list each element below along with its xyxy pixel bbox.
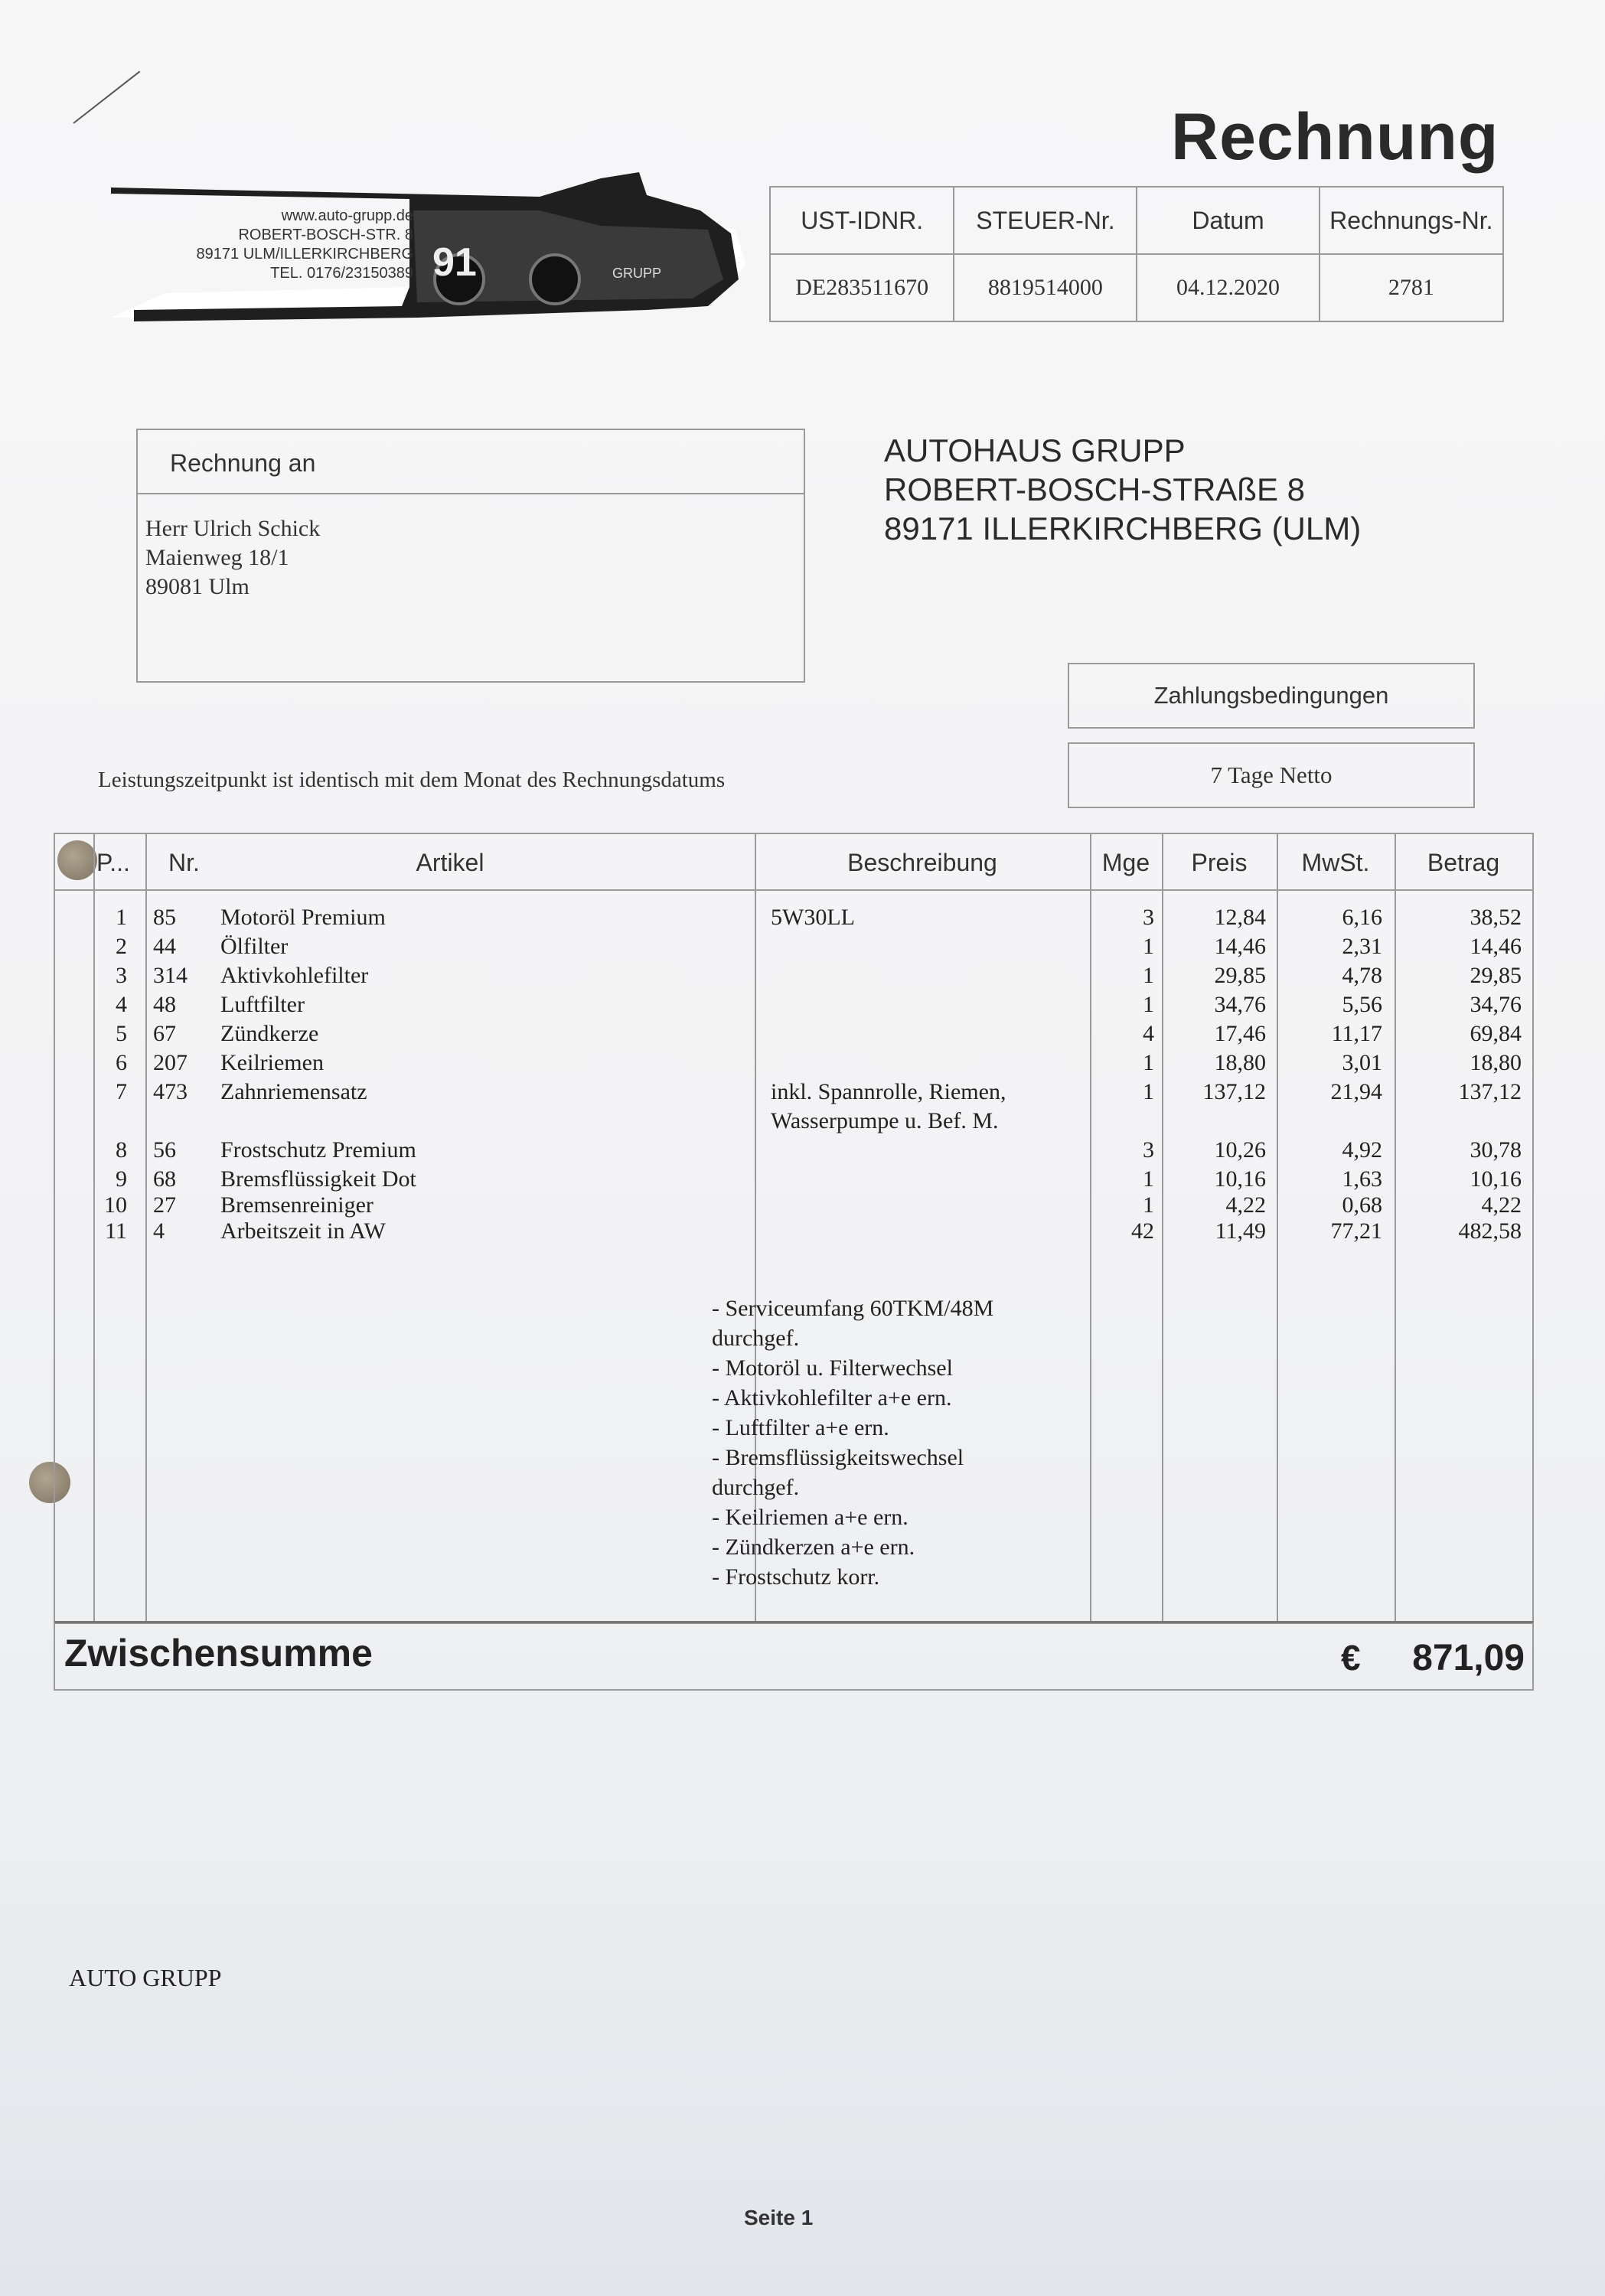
table-row bbox=[55, 963, 1532, 992]
cell-beschreibung: inkl. Spannrolle, Riemen, bbox=[771, 1079, 1006, 1104]
cell-mge: 1 bbox=[1143, 1050, 1154, 1075]
sender-street: ROBERT-BOSCH-STRAßE 8 bbox=[884, 471, 1305, 507]
table-row bbox=[55, 905, 1532, 934]
sender-city: 89171 ILLERKIRCHBERG (ULM) bbox=[884, 510, 1362, 546]
cell-mwst: 4,92 bbox=[1342, 1137, 1382, 1163]
cell-beschreibung: 5W30LL bbox=[771, 905, 855, 930]
header-label-steuer-nr: STEUER-Nr. bbox=[954, 187, 1137, 254]
cell-mwst: 3,01 bbox=[1342, 1050, 1382, 1075]
pen-mark bbox=[73, 70, 140, 123]
table-row bbox=[55, 1021, 1532, 1050]
cell-preis: 4,22 bbox=[1225, 1192, 1266, 1218]
cell-mge: 3 bbox=[1143, 1137, 1154, 1163]
recipient-heading: Rechnung an bbox=[138, 430, 804, 494]
cell-nr: 48 bbox=[153, 992, 176, 1017]
header-label-datum: Datum bbox=[1137, 187, 1319, 254]
service-line: durchgef. bbox=[712, 1475, 800, 1500]
service-line: durchgef. bbox=[712, 1326, 800, 1351]
sender-address bbox=[884, 431, 1361, 548]
cell-pos: 1 bbox=[116, 905, 127, 930]
cell-artikel: Bremsenreiniger bbox=[220, 1192, 374, 1218]
cell-nr: 207 bbox=[153, 1050, 188, 1075]
invoice-title: Rechnung bbox=[1171, 100, 1499, 174]
cell-pos: 10 bbox=[104, 1192, 127, 1218]
cell-artikel: Zündkerze bbox=[220, 1021, 319, 1046]
cell-betrag: 4,22 bbox=[1481, 1192, 1522, 1218]
cell-pos: 3 bbox=[116, 963, 127, 988]
service-line: - Serviceumfang 60TKM/48M bbox=[712, 1296, 994, 1321]
cell-nr: 85 bbox=[153, 905, 176, 930]
header-value-datum: 04.12.2020 bbox=[1137, 254, 1319, 321]
cell-pos: 2 bbox=[116, 934, 127, 959]
cell-preis: 34,76 bbox=[1214, 992, 1266, 1017]
cell-pos: 8 bbox=[116, 1137, 127, 1163]
cell-mwst: 77,21 bbox=[1330, 1218, 1382, 1244]
subtotal-row bbox=[54, 1621, 1534, 1691]
cell-mwst: 4,78 bbox=[1342, 963, 1382, 988]
logo-line: ROBERT-BOSCH-STR. 8 bbox=[238, 227, 413, 243]
cell-mge: 1 bbox=[1143, 1166, 1154, 1192]
payment-terms-value: 7 Tage Netto bbox=[1068, 742, 1475, 808]
header-menge: Mge bbox=[1101, 849, 1150, 876]
cell-betrag: 38,52 bbox=[1470, 905, 1522, 930]
header-value-rechnungs-nr: 2781 bbox=[1320, 254, 1503, 321]
recipient-box bbox=[136, 429, 805, 683]
cell-betrag: 482,58 bbox=[1458, 1218, 1522, 1244]
cell-pos: 6 bbox=[116, 1050, 127, 1075]
table-row bbox=[55, 1166, 1532, 1195]
cell-betrag: 14,46 bbox=[1470, 934, 1522, 959]
cell-preis: 17,46 bbox=[1214, 1021, 1266, 1046]
cell-nr: 314 bbox=[153, 963, 188, 988]
table-row bbox=[55, 1050, 1532, 1079]
recipient-city: 89081 Ulm bbox=[145, 574, 250, 599]
service-description bbox=[712, 1293, 993, 1592]
cell-mge: 1 bbox=[1143, 1192, 1154, 1218]
cell-nr: 56 bbox=[153, 1137, 176, 1163]
table-row bbox=[55, 992, 1532, 1021]
cell-mwst: 1,63 bbox=[1342, 1166, 1382, 1192]
header-preis: Preis bbox=[1191, 849, 1248, 876]
cell-beschreibung-cont: Wasserpumpe u. Bef. M. bbox=[771, 1108, 999, 1133]
service-date-note: Leistungszeitpunkt ist identisch mit dem Monat des Rechnungsdatums bbox=[98, 768, 726, 792]
cell-artikel: Bremsflüssigkeit Dot bbox=[220, 1166, 416, 1192]
cell-preis: 18,80 bbox=[1214, 1050, 1266, 1075]
table-header-row bbox=[55, 834, 1532, 891]
cell-pos: 5 bbox=[116, 1021, 127, 1046]
service-line: - Frostschutz korr. bbox=[712, 1564, 880, 1590]
cell-artikel: Frostschutz Premium bbox=[220, 1137, 416, 1163]
footer-company: AUTO GRUPP bbox=[69, 1964, 222, 1991]
cell-nr: 473 bbox=[153, 1079, 188, 1104]
cell-pos: 4 bbox=[116, 992, 127, 1017]
table-row bbox=[55, 934, 1532, 963]
service-line: - Bremsflüssigkeitswechsel bbox=[712, 1445, 964, 1470]
header-mwst: MwSt. bbox=[1301, 849, 1370, 876]
table-row bbox=[55, 1079, 1532, 1133]
cell-mge: 1 bbox=[1143, 992, 1154, 1017]
cell-mwst: 0,68 bbox=[1342, 1192, 1382, 1218]
recipient-street: Maienweg 18/1 bbox=[145, 545, 289, 570]
cell-mwst: 2,31 bbox=[1342, 934, 1382, 959]
cell-mge: 1 bbox=[1143, 934, 1154, 959]
header-beschreibung: Beschreibung bbox=[847, 849, 997, 876]
cell-preis: 10,16 bbox=[1214, 1166, 1266, 1192]
header-value-steuer-nr: 8819514000 bbox=[954, 254, 1137, 321]
header-value-ust-idnr: DE283511670 bbox=[770, 254, 954, 321]
subtotal-value: 871,09 bbox=[1412, 1638, 1525, 1678]
logo-line: www.auto-grupp.de bbox=[281, 207, 413, 224]
cell-mwst: 21,94 bbox=[1330, 1079, 1382, 1104]
cell-preis: 11,49 bbox=[1215, 1218, 1266, 1244]
service-line: - Motoröl u. Filterwechsel bbox=[712, 1355, 953, 1381]
cell-mge: 3 bbox=[1143, 905, 1154, 930]
table-row bbox=[55, 1137, 1532, 1166]
header-betrag: Betrag bbox=[1427, 849, 1500, 876]
cell-nr: 27 bbox=[153, 1192, 176, 1218]
cell-betrag: 29,85 bbox=[1470, 963, 1522, 988]
cell-nr: 44 bbox=[153, 934, 176, 959]
service-line: - Zündkerzen a+e ern. bbox=[712, 1534, 915, 1560]
header-artikel: Artikel bbox=[416, 849, 484, 876]
cell-preis: 10,26 bbox=[1214, 1137, 1266, 1163]
table-row bbox=[55, 1192, 1532, 1221]
cell-preis: 14,46 bbox=[1214, 934, 1266, 959]
page-number: Seite 1 bbox=[744, 2206, 814, 2229]
logo-line: 89171 ULM/ILLERKIRCHBERG bbox=[196, 246, 413, 263]
cell-mge: 42 bbox=[1131, 1218, 1154, 1244]
cell-preis: 137,12 bbox=[1202, 1079, 1266, 1104]
header-label-ust-idnr: UST-IDNR. bbox=[770, 187, 954, 254]
cell-mge: 4 bbox=[1143, 1021, 1154, 1046]
service-line: - Aktivkohlefilter a+e ern. bbox=[712, 1385, 952, 1411]
sender-company: AUTOHAUS GRUPP bbox=[884, 432, 1186, 468]
cell-pos: 11 bbox=[105, 1218, 127, 1244]
cell-preis: 29,85 bbox=[1214, 963, 1266, 988]
subtotal-label: Zwischensumme bbox=[64, 1632, 373, 1675]
recipient-name: Herr Ulrich Schick bbox=[145, 516, 321, 541]
cell-artikel: Zahnriemensatz bbox=[220, 1079, 367, 1104]
cell-artikel: Arbeitszeit in AW bbox=[220, 1218, 386, 1244]
cell-nr: 67 bbox=[153, 1021, 176, 1046]
cell-mwst: 6,16 bbox=[1342, 905, 1382, 930]
header-nr: Nr. bbox=[168, 849, 200, 876]
logo-line: TEL. 0176/23150389 bbox=[270, 265, 413, 282]
cell-betrag: 69,84 bbox=[1470, 1021, 1522, 1046]
logo-address bbox=[138, 207, 413, 283]
invoice-header-table bbox=[769, 186, 1504, 322]
cell-preis: 12,84 bbox=[1214, 905, 1266, 930]
subtotal-currency: € bbox=[1341, 1638, 1361, 1678]
header-pos: P... bbox=[96, 849, 130, 876]
cell-artikel: Keilriemen bbox=[220, 1050, 324, 1075]
cell-betrag: 34,76 bbox=[1470, 992, 1522, 1017]
cell-mge: 1 bbox=[1143, 963, 1154, 988]
cell-betrag: 30,78 bbox=[1470, 1137, 1522, 1163]
cell-betrag: 137,12 bbox=[1458, 1079, 1522, 1104]
cell-pos: 7 bbox=[116, 1079, 127, 1104]
cell-artikel: Luftfilter bbox=[220, 992, 305, 1017]
cell-artikel: Motoröl Premium bbox=[220, 905, 386, 930]
cell-mwst: 11,17 bbox=[1331, 1021, 1382, 1046]
cell-artikel: Ölfilter bbox=[220, 934, 289, 959]
service-line: - Keilriemen a+e ern. bbox=[712, 1505, 909, 1530]
cell-nr: 4 bbox=[153, 1218, 165, 1244]
cell-betrag: 10,16 bbox=[1470, 1166, 1522, 1192]
cell-mge: 1 bbox=[1143, 1079, 1154, 1104]
table-row bbox=[55, 1218, 1532, 1247]
svg-text:91: 91 bbox=[432, 240, 477, 285]
payment-terms-heading: Zahlungsbedingungen bbox=[1068, 663, 1475, 729]
cell-betrag: 18,80 bbox=[1470, 1050, 1522, 1075]
service-line: - Luftfilter a+e ern. bbox=[712, 1415, 889, 1440]
cell-mwst: 5,56 bbox=[1342, 992, 1382, 1017]
cell-pos: 9 bbox=[116, 1166, 127, 1192]
logo-car-text: GRUPP bbox=[612, 266, 662, 281]
cell-nr: 68 bbox=[153, 1166, 176, 1192]
header-label-rechnungs-nr: Rechnungs-Nr. bbox=[1320, 187, 1503, 254]
cell-artikel: Aktivkohlefilter bbox=[220, 963, 369, 988]
